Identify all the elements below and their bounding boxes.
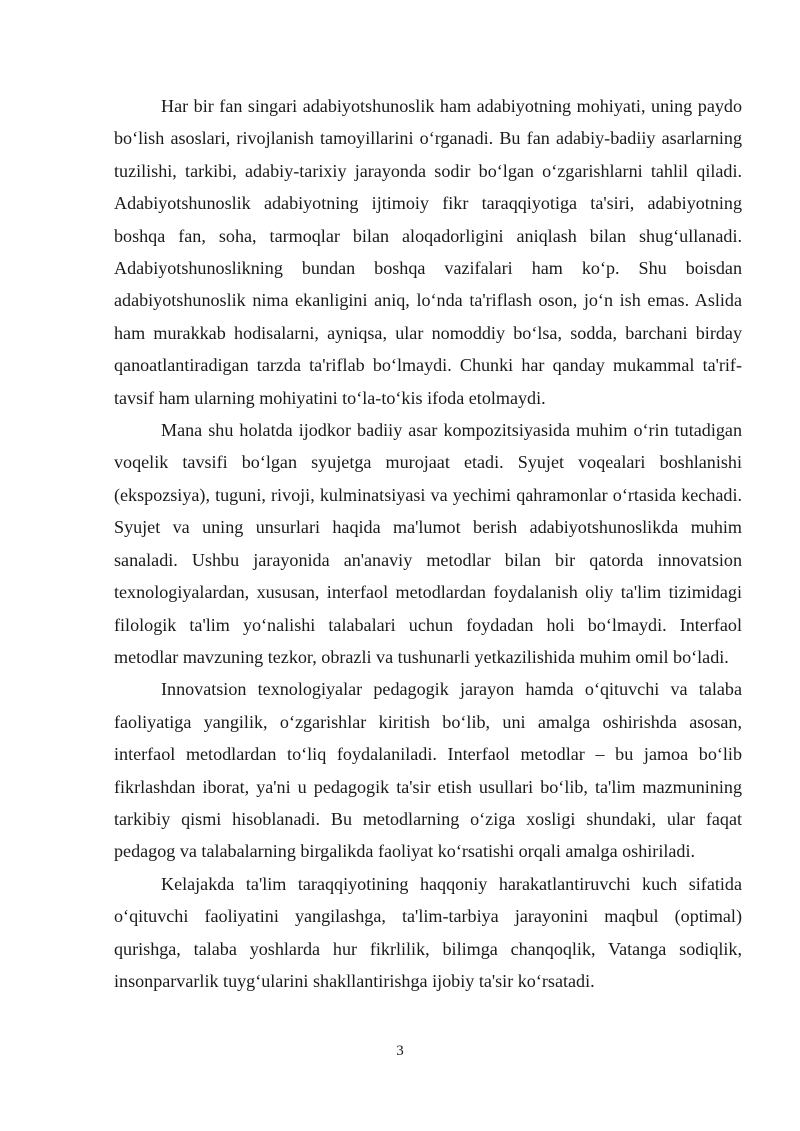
paragraph-2: Mana shu holatda ijodkor badiiy asar kompozitsiyasida muhim o‘rin tutadigan voqelik tavsifi bo‘lgan syujetga murojaat etadi. Syujet voqealari boshlanishi (ekspozsiya), tuguni, rivoji, kulminatsiyasi va yechimi qahramonlar o‘rtasida kechadi. Syujet va uning unsurlari haqida ma'lumot berish adabiyotshunoslikda muhim sanaladi. Ushbu jarayonida an'anaviy metodlar bilan bir qatorda innovatsion texnologiyalardan, xususan, interfaol metodlardan foydalanish oliy ta'lim tizimidagi filologik ta'lim yo‘nalishi talabalari uchun foydadan holi bo‘lmaydi. Interfaol metodlar mavzuning tezkor, obrazli va tushunarli yetkazilishida muhim omil bo‘ladi. [114, 420, 742, 667]
paragraph-3: Innovatsion texnologiyalar pedagogik jarayon hamda o‘qituvchi va talaba faoliyatiga yangilik, o‘zgarishlar kiritish bo‘lib, uni amalga oshirishda asosan, interfaol metodlardan to‘liq foydalaniladi. Interfaol metodlar – bu jamoa bo‘lib fikrlashdan iborat, ya'ni u pedagogik ta'sir etish usullari bo‘lib, ta'lim mazmunining tarkibiy qismi hisoblanadi. Bu metodlarning o‘ziga xosligi shundaki, ular faqat pedagog va talabalarning birgalikda faoliyat ko‘rsatishi orqali amalga oshiriladi. [114, 679, 742, 862]
page-number: 3 [396, 1043, 404, 1059]
paragraph-4: Kelajakda ta'lim taraqqiyotining haqqoniy harakatlantiruvchi kuch sifatida o‘qituvchi faoliyatini yangilashga, ta'lim-tarbiya jarayonini maqbul (optimal) qurishga, talaba yoshlarda hur fikrlilik, bilimga chanqoqlik, Vatanga sodiqlik, insonparvarlik tuyg‘ularini shakllantirishga ijobiy ta'sir ko‘rsatadi. [114, 873, 742, 991]
body-text [114, 90, 742, 997]
paragraph-1: Har bir fan singari adabiyotshunoslik ham adabiyotning mohiyati, uning paydo bo‘lish asoslari, rivojlanish tamoyillarini o‘rganadi. Bu fan adabiy-badiiy asarlarning tuzilishi, tarkibi, adabiy-tarixiy jarayonda sodir bo‘lgan o‘zgarishlarni tahlil qiladi. Adabiyotshunoslik adabiyotning ijtimoiy fikr taraqqiyotiga ta'siri, adabiyotning boshqa fan, soha, tarmoqlar bilan aloqadorligini aniqlash bilan shug‘ullanadi. Adabiyotshunoslikning bundan boshqa vazifalari ham ko‘p. Shu boisdan adabiyotshunoslik nima ekanligini aniq, lo‘nda ta'riflash oson, jo‘n ish emas. Aslida ham murakkab hodisalarni, ayniqsa, ular nomoddiy bo‘lsa, sodda, barchani birday qanoatlantiradigan tarzda ta'riflab bo‘lmaydi. Chunki har qanday mukammal ta'rif-tavsif ham ularning mohiyatini to‘la-to‘kis ifoda etolmaydi. [114, 96, 742, 408]
